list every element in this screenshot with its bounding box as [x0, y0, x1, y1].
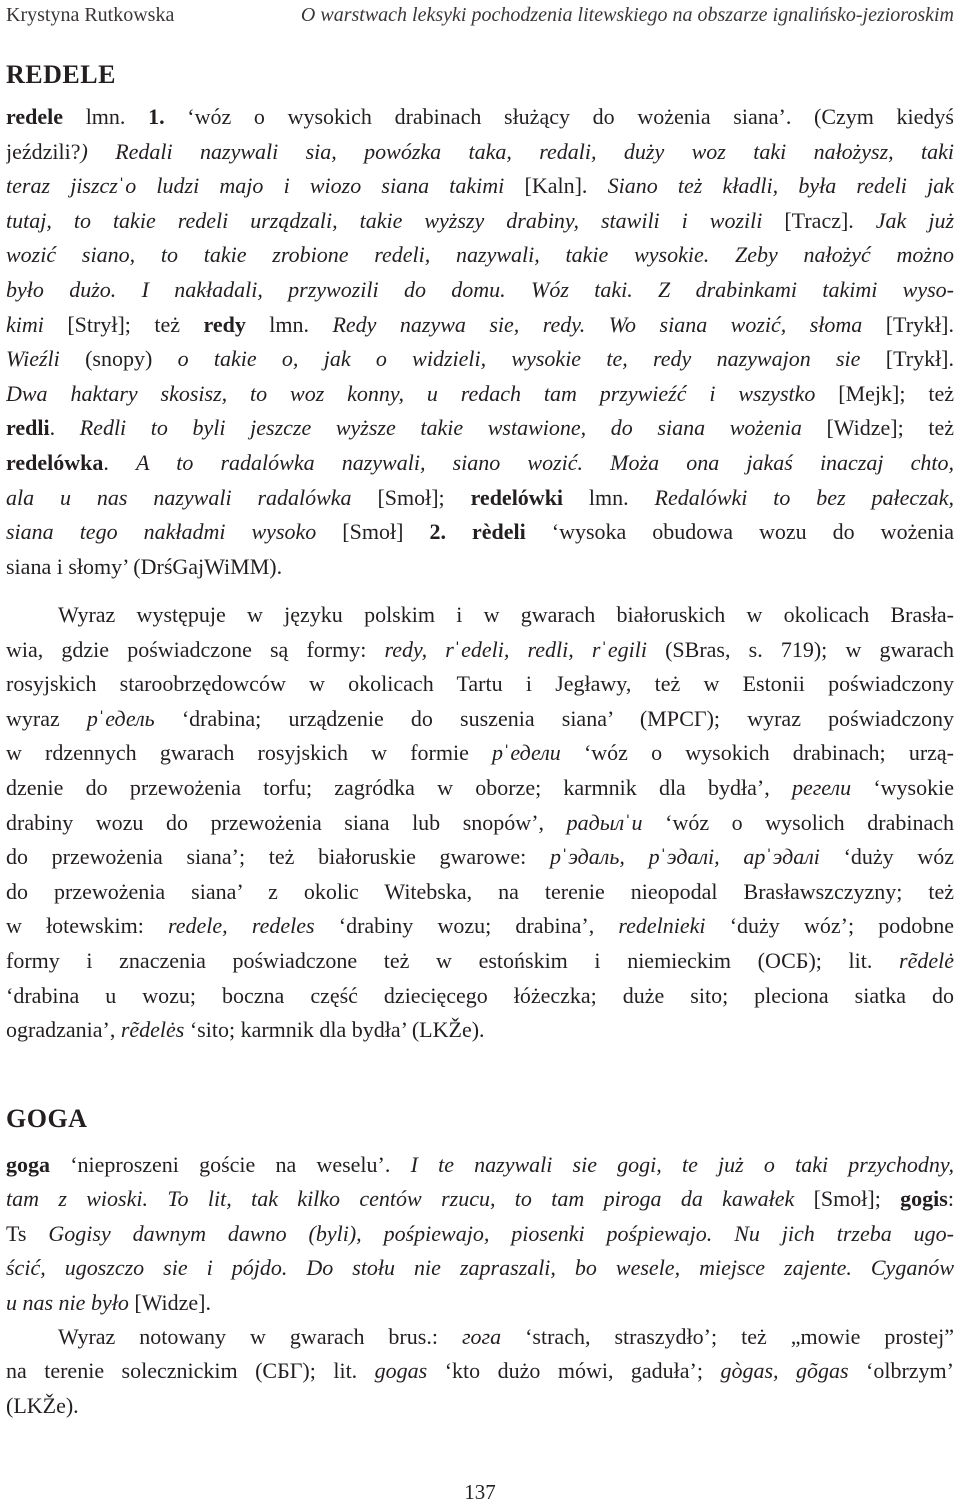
text-run: redy, r [384, 636, 454, 662]
text-run: tam z wioski. To lit, tak kilko centów rzucu, to tam piroga da kawałek [6, 1186, 795, 1212]
text-run: na terenie solecznickim (СБГ); lit. [6, 1358, 375, 1384]
text-run: edeli, redli, r [461, 636, 601, 662]
text-run: A to radalówka nazywali, siano wozić. Moża ona jakaś inaczaj chto, [136, 449, 954, 475]
text-line [6, 1354, 954, 1388]
text-run: (snopy) [59, 346, 178, 372]
text-run: : [947, 1186, 954, 1212]
text-run: Redy nazywa sie, redy. Wo siana wozić, słoma [332, 311, 863, 337]
text-run: [Mejk]; też [815, 380, 954, 406]
text-run: ‘strach, straszydło’; też „mowie prostej” [501, 1324, 954, 1349]
entry-redele [6, 100, 954, 584]
text-run: wyraz [6, 705, 87, 731]
text-line [6, 979, 954, 1014]
text-run: радыл [566, 809, 625, 835]
text-run: эдаль, р [568, 844, 660, 870]
text-run: р [549, 844, 561, 870]
text-run: гога [461, 1324, 502, 1349]
text-run: I te nazywali sie gogi, te już o taki przychodny, [410, 1152, 954, 1177]
commentary-redele [6, 598, 954, 1048]
text-run: [Widze]. [128, 1289, 212, 1315]
text-run: redli [6, 415, 50, 441]
text-line [6, 446, 954, 481]
text-run: w rdzennych gwarach rosyjskich w formie [6, 740, 493, 766]
text-run: ˈ [765, 844, 773, 870]
text-line [6, 204, 954, 239]
text-run: Wieźli [6, 346, 60, 372]
text-run: . [49, 415, 80, 441]
text-run: redelnieki [618, 913, 706, 939]
text-run: drabiny wozu do przewożenia siana lub snopów’, [6, 809, 567, 835]
text-run: ‘wóz o wysokich drabinach służący do wożenia siana’. (Czym kiedyś [164, 104, 954, 129]
text-run: było dużo. I nakładali, przywozili do domu. Wóz taki. Z drabinkami takimi wyso- [6, 276, 954, 302]
text-run: Wyraz występuje w języku polskim i w gwarach białoruskich w okolicach Brasła- [58, 602, 954, 627]
text-run: lmn. [245, 311, 333, 337]
text-line [6, 1013, 954, 1048]
text-run: rẽdelės [120, 1017, 185, 1043]
text-run: (SBras, s. 719); w gwarach [646, 636, 954, 662]
text-run: kimi [6, 311, 44, 337]
text-line [6, 1148, 954, 1182]
text-run: ‘kto dużo mówi, gaduła’; [427, 1358, 721, 1384]
text-line [6, 377, 954, 412]
text-line [6, 667, 954, 702]
text-run: ‘wóz o wysolich drabinach [642, 809, 954, 835]
text-line [6, 771, 954, 806]
text-line [6, 598, 954, 633]
header-title: O warstwach leksyki pochodzenia litewskiego na obszarze ignalińsko-jezioroskim [300, 4, 954, 26]
text-line [6, 1182, 954, 1216]
text-line [6, 633, 954, 668]
text-line [6, 411, 954, 446]
text-line [6, 909, 954, 944]
text-line [6, 944, 954, 979]
text-run: едель [105, 705, 155, 731]
text-run: wozić siano, to takie zrobione redeli, nazywali, takie wysokie. Zeby nałożyć możno [6, 242, 954, 268]
text-run: ogradzania’, [6, 1017, 121, 1043]
text-run: do przewożenia siana’ z okolic Witebska, na terenie nieopodal Brasławszczyzny; też [6, 878, 954, 904]
text-run: o ludzi majo i wiozo siana takimi [125, 173, 505, 199]
text-line [6, 273, 954, 308]
text-run: 2. rèdeli [429, 519, 526, 545]
text-run: (LKŽe). [6, 1392, 79, 1418]
text-run: jeździli? [6, 138, 81, 164]
text-line [6, 1286, 954, 1320]
text-line [6, 875, 954, 910]
text-line [6, 550, 954, 585]
text-line [6, 342, 954, 377]
text-run: gogas [374, 1358, 428, 1384]
section-heading-goga: GOGA [6, 1104, 88, 1133]
text-run: formy i znaczenia poświadczone też w estońskim i niemieckim (ОСБ); lit. [6, 947, 900, 973]
text-run: Ts [6, 1220, 49, 1246]
text-line [6, 736, 954, 771]
text-run: р [86, 705, 98, 731]
text-line [6, 135, 954, 170]
text-line [6, 702, 954, 737]
text-run: redele [6, 104, 64, 129]
text-run: [Smoł]; [794, 1186, 901, 1212]
text-run: goga [6, 1152, 50, 1177]
text-run: Redalówki to bez pałeczak, [654, 484, 954, 510]
text-run: Wyraz notowany w gwarach brus.: [58, 1324, 462, 1349]
text-run: Dwa haktary skosisz, to woz konny, u redach tam przywieźć i wszystko [6, 380, 816, 406]
text-line [6, 806, 954, 841]
text-line [6, 308, 954, 343]
text-run: ˈ [659, 844, 667, 870]
text-run: u nas nie było [6, 1289, 129, 1315]
text-run: gògas, gõgas [720, 1358, 849, 1384]
text-line [6, 1320, 954, 1354]
text-run: . [103, 449, 137, 475]
text-run: ścić, ugoszczo sie i pójdo. Do stołu nie zapraszali, bo wesele, miejsce zajente. Cyganów [6, 1255, 954, 1281]
text-run: o takie o, jak o widzieli, wysokie te, redy nazywajon sie [177, 346, 861, 372]
text-run: [Strył]; też [43, 311, 204, 337]
text-line [6, 840, 954, 875]
text-run: [Trykł]. [862, 311, 954, 337]
text-run: Siano też kładli, była redeli jak [607, 173, 954, 199]
text-line [6, 1251, 954, 1285]
text-run: rosyjskich staroobrzędowców w okolicach Tartu i Jegławy, też w Estonii poświadczony [6, 671, 954, 697]
text-run: ˈ [453, 636, 462, 662]
text-run: ˈ [97, 705, 106, 731]
text-run: ) Redali nazywali sia, powózka taka, redali, duży woz taki nałożysz, taki [80, 138, 954, 164]
text-line [6, 100, 954, 135]
text-run: dzenie do przewożenia torfu; zagródka w oborze; karmnik dla bydła’, [6, 774, 792, 800]
text-run: ‘sito; karmnik dla bydła’ (LKŽe). [184, 1017, 485, 1043]
text-run: redelówki [470, 484, 564, 510]
text-run: ‘duży wóz [819, 844, 954, 870]
text-run: siana i słomy’ (DrśGajWiMM). [6, 553, 283, 579]
text-run: Redli to byli jeszcze wyższe takie wstawione, do siana wożenia [79, 415, 802, 441]
text-run: ˈ [624, 809, 632, 835]
text-line [6, 1389, 954, 1423]
text-run: ‘wysokie [851, 774, 954, 800]
text-run: redelówka [6, 449, 104, 475]
text-run: do przewożenia siana’; też białoruskie gwarowe: [6, 844, 550, 870]
text-run: redele, redeles [168, 913, 315, 939]
text-run: 1. [148, 104, 165, 129]
text-run: ‘drabina; urządzenie do suszenia siana’ (МРСГ); wyraz poświadczony [154, 705, 954, 731]
header-author: Krystyna Rutkowska [6, 4, 175, 26]
text-run: wia, gdzie poświadczone są formy: [6, 636, 385, 662]
text-run: ‘nieproszeni goście na weselu’. [50, 1152, 411, 1177]
text-run: [Smoł] [316, 519, 430, 545]
text-run: Gogisy dawnym dawno (byli), pośpiewajo, piosenki pośpiewajo. Nu jich trzeba ugo- [48, 1220, 954, 1246]
entry-goga [6, 1148, 954, 1320]
text-run: ˈ [600, 636, 608, 662]
text-run: едели [510, 740, 561, 766]
text-line [6, 238, 954, 273]
text-run: gogis [900, 1186, 948, 1212]
text-run: tutaj, to takie redeli urządzali, takie wyższy drabiny, stawili i wozili [6, 207, 763, 233]
text-run: [Widze]; też [801, 415, 954, 441]
text-run: ‘olbrzym’ [848, 1358, 954, 1384]
text-run: ‘duży wóz’; podobne [705, 913, 954, 939]
text-run: р [492, 740, 504, 766]
text-run: ala u nas nazywali radalówka [6, 484, 352, 510]
text-run: эдалі [772, 844, 820, 870]
text-line [6, 169, 954, 204]
running-header [6, 2, 954, 28]
text-run: эдалі, ар [666, 844, 766, 870]
text-run: ‘drabiny wozu; drabina’, [314, 913, 619, 939]
text-run: ‘drabina u wozu; boczna część dziecięcego łóżeczka; duże sito; pleciona siatka do [6, 982, 954, 1008]
text-line [6, 1217, 954, 1251]
text-run: ˈ [560, 844, 569, 870]
text-run: Jak już [875, 207, 954, 233]
text-run: egili [607, 636, 647, 662]
text-run: redy [203, 311, 246, 337]
text-run: ‘wysoka obudowa wozu do wożenia [525, 519, 954, 545]
text-run: и [631, 809, 643, 835]
text-run: [Kaln]. [504, 173, 608, 199]
text-run: ˈ [503, 740, 511, 766]
text-run: [Smoł]; [351, 484, 471, 510]
section-heading-redele: REDELE [6, 60, 116, 89]
text-line [6, 481, 954, 516]
text-run: [Tracz]. [762, 207, 876, 233]
text-run: lmn. [63, 104, 149, 129]
commentary-goga [6, 1320, 954, 1423]
text-run: ‘wóz o wysokich drabinach; urzą- [560, 740, 954, 766]
text-line [6, 515, 954, 550]
text-run: регели [791, 774, 852, 800]
text-run: lmn. [563, 484, 655, 510]
page-number: 137 [464, 1480, 496, 1504]
text-run: teraz jiszcz [6, 173, 118, 199]
text-run: siana tego nakładmi wysoko [6, 519, 317, 545]
text-run: ˈ [117, 173, 126, 199]
text-run: [Trykł]. [860, 346, 954, 372]
text-run: rẽdelė [899, 947, 954, 973]
text-run: w łotewskim: [6, 913, 169, 939]
